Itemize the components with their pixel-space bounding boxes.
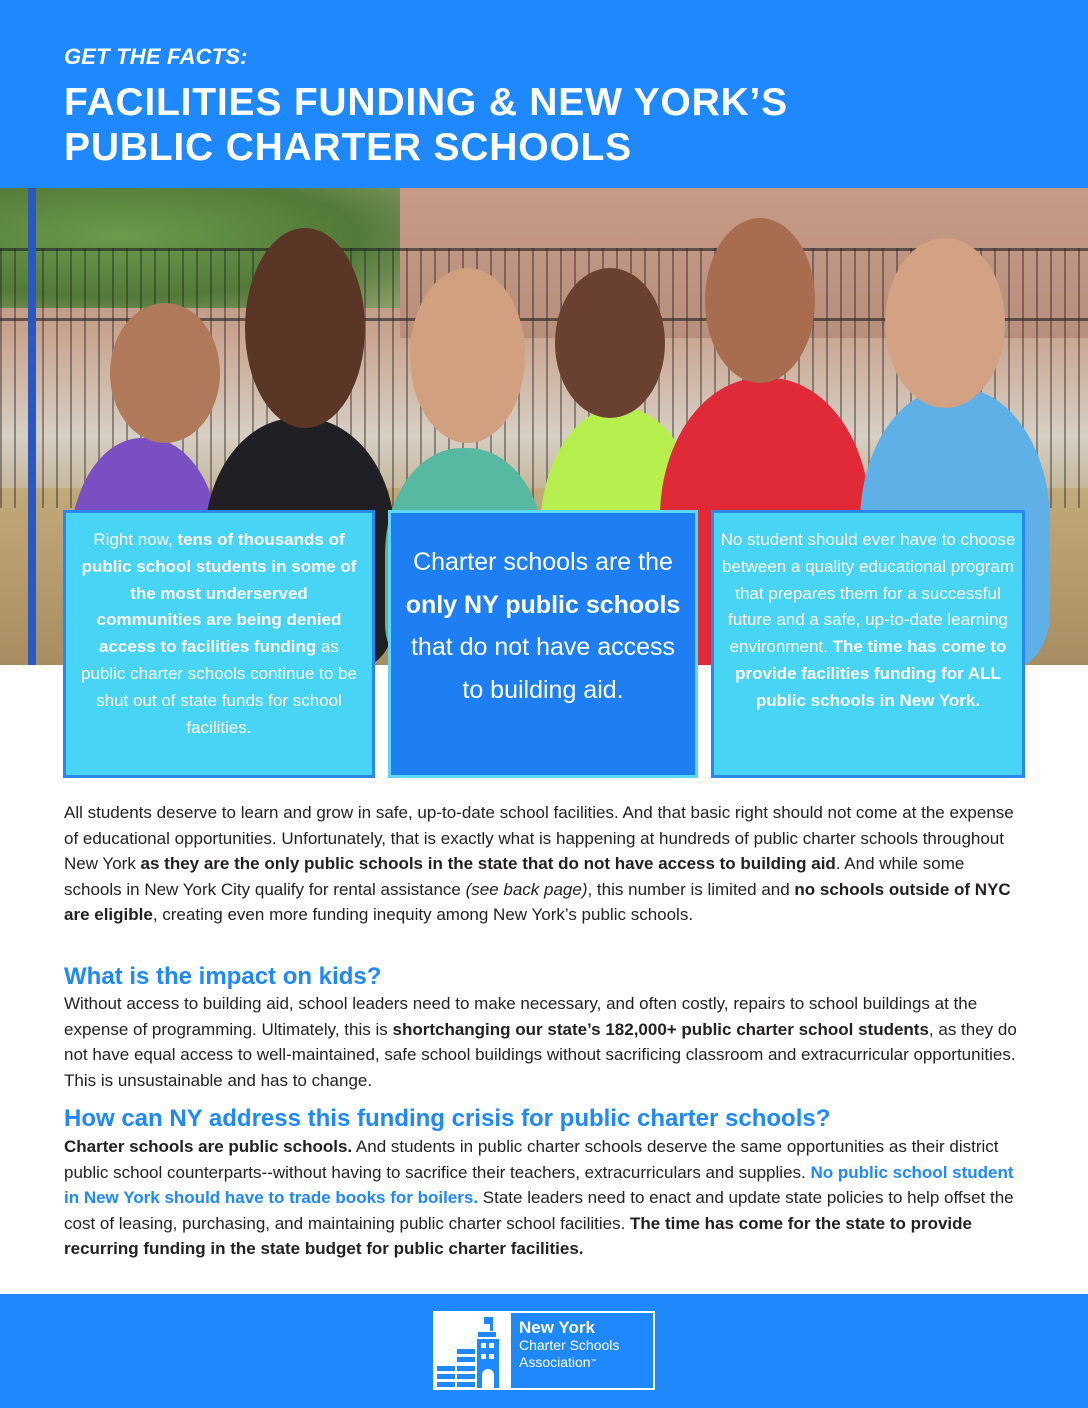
intro-bold-2: no schools outside of NYC are eligible	[64, 879, 1011, 925]
address-bold-2: The time has come for the state to provide recurring funding in the state budget for public charter facilities.	[64, 1213, 972, 1259]
intro-bold-1: as they are the only public schools in the state that do not have access to building aid	[140, 854, 836, 874]
logo-line-3	[519, 1354, 653, 1371]
footer-banner	[0, 1294, 1088, 1408]
trademark-mark: ™	[590, 1359, 597, 1365]
impact-paragraph	[64, 991, 1024, 1093]
intro-text-4: , creating even more funding inequity among New York’s public schools.	[152, 905, 694, 925]
impact-text: Without access to building aid, school leaders need to make necessary, and often costly, repairs to school buildings at the expense of programming. Ultimately, this is	[64, 994, 978, 1039]
child-4-head	[555, 268, 665, 418]
school-building-icon	[435, 1313, 511, 1388]
intro-italic: (see back page)	[465, 879, 588, 899]
callout-left-bold: tens of thousands of public school students in some of the most underserved communities are being denied access to facilities funding	[81, 530, 357, 657]
callout-right-bold: The time has come to provide facilities funding for ALL public schools in New York.	[735, 637, 1007, 710]
logo-line-2: Charter Schools	[519, 1337, 620, 1353]
child-2-head	[245, 228, 365, 428]
intro-text-2: . And while some schools in New York City qualify for rental assistance	[64, 854, 965, 899]
intro-text-3: , this number is limited and	[587, 879, 795, 899]
callout-right-text: No student should ever have to choose between a quality educational program that prepares them for a successful future and a safe, up-to-date learning environment.	[720, 530, 1016, 657]
address-highlight: No public school student in New York should have to trade books for boilers.	[64, 1162, 1014, 1208]
address-paragraph	[64, 1134, 1024, 1262]
logo-line-1: New York	[519, 1318, 595, 1337]
impact-text-2: , as they do not have equal access to well-maintained, safe school buildings without sacrificing classroom and extracurricular opportunities. This is unsustainable and has to change.	[64, 1019, 1017, 1090]
child-5-head	[705, 218, 815, 383]
callout-left-text: Right now,	[93, 530, 178, 549]
callout-center-bold: only NY public schools	[405, 590, 681, 619]
intro-text: All students deserve to learn and grow in safe, up-to-date school facilities. And that basic right should not come at the expense of educational opportunities. Unfortunately, that is exactly what is happening at hundreds of public charter schools throughout New York	[64, 803, 1014, 874]
child-6-head	[885, 238, 1005, 408]
title-line-2: PUBLIC CHARTER SCHOOLS	[64, 126, 632, 169]
header-banner	[0, 0, 1088, 188]
logo-wordmark	[511, 1313, 653, 1388]
address-bold-1: Charter schools are public schools.	[64, 1137, 353, 1156]
heading-impact: What is the impact on kids?	[64, 963, 382, 990]
callout-center	[388, 510, 698, 778]
photo-pole	[28, 188, 36, 665]
page-title	[64, 80, 788, 170]
callout-center-text-end: that do not have access to building aid.	[410, 633, 676, 704]
address-text-2: State leaders need to enact and update state policies to help offset the cost of leasing, purchasing, and maintaining public charter school facilities.	[64, 1188, 1014, 1233]
school-building-icon-svg	[435, 1313, 511, 1388]
child-3-head	[410, 268, 525, 443]
intro-paragraph	[64, 800, 1024, 928]
child-1-head	[110, 303, 220, 443]
callout-center-text: Charter schools are the	[413, 548, 673, 576]
impact-bold: shortchanging our state’s 182,000+ public charter school students	[392, 1019, 929, 1039]
address-text: And students in public charter schools deserve the same opportunities as their district public school counterparts--without having to sacrifice their teachers, extracurriculars and supplies.	[64, 1137, 999, 1182]
kicker: GET THE FACTS:	[64, 44, 248, 69]
callout-right	[711, 510, 1025, 778]
nycsa-logo	[433, 1311, 655, 1390]
logo-line-3-text: Association	[519, 1354, 591, 1370]
title-line-1: FACILITIES FUNDING & NEW YORK’S	[64, 81, 788, 124]
callout-left-text-end: as public charter schools continue to be shut out of state funds for school facilities.	[81, 637, 357, 737]
callout-left	[63, 510, 375, 778]
heading-address-crisis: How can NY address this funding crisis for public charter schools?	[64, 1105, 831, 1132]
